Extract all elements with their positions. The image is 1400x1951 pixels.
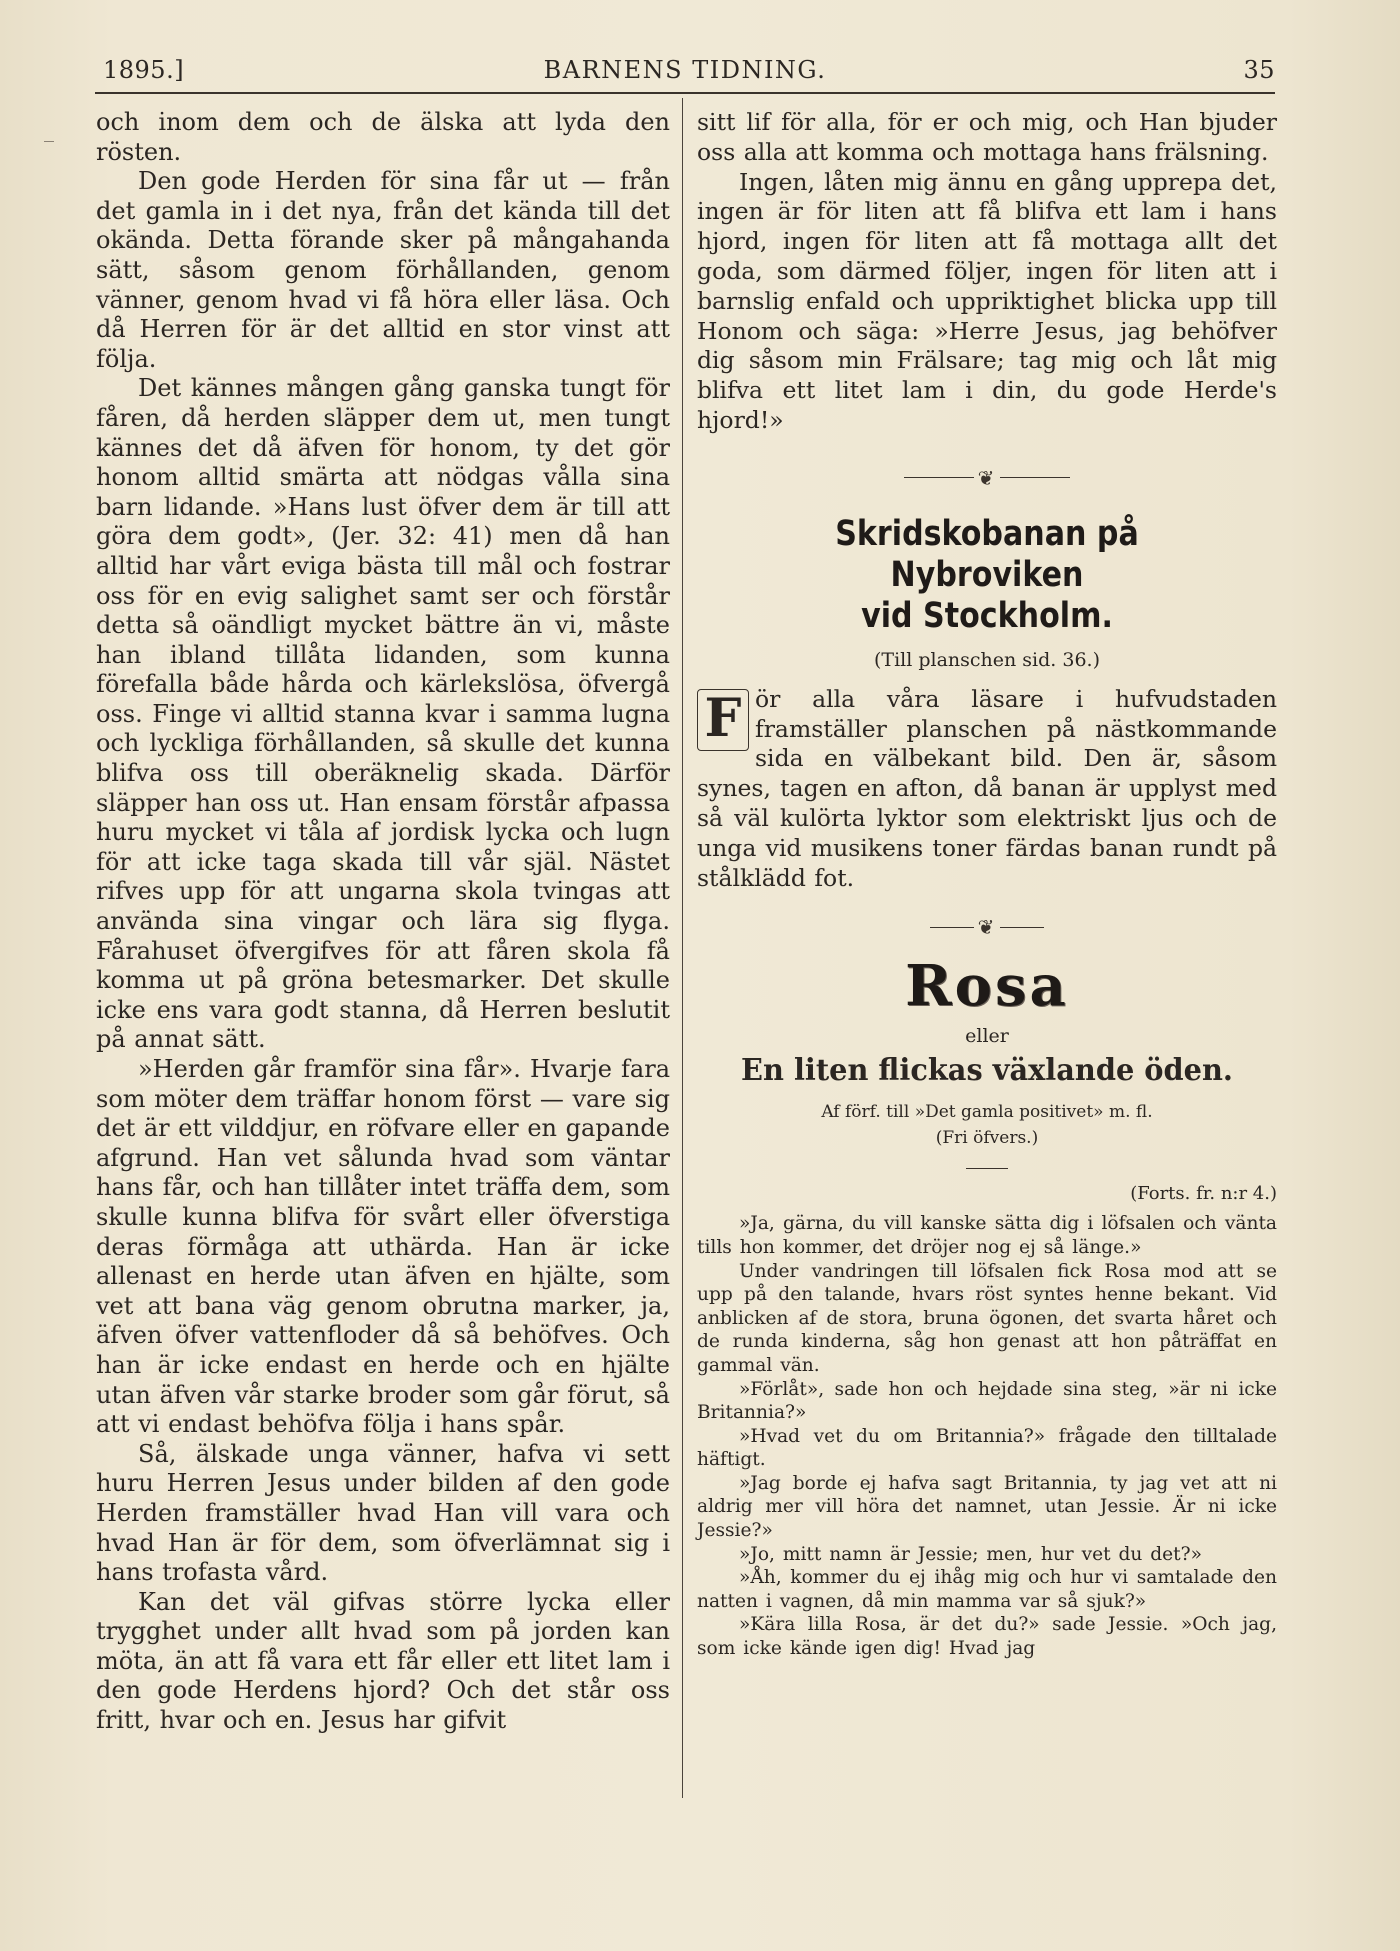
right-paragraph-1: sitt lif för alla, för er och mig, och Han bjuder oss alla att komma och mottaga hans frälsning. (697, 108, 1277, 166)
left-paragraph-3: Det kännes mången gång ganska tungt för fåren, då herden släpper dem ut, men tungt kännes det då äfven för honom, ty det gör honom alltid smärta att nödgas vålla sina barn lidande. »Hans lust öfver dem är till att göra dem godt», (Jer. 32: 41) men då han alltid har vårt eviga bästa till mål och fostrar oss för en evig salighet samt ser och förstår detta så oändligt mycket bättre än vi, måste han ibland tillåta lidanden, som kunna förefalla både hårda och kärlekslösa, öfvergå oss. Finge vi alltid stanna kvar i samma lugna och lyckliga förhållanden, så skulle det kunna blifva oss till oberäknelig skada. Därför släpper han oss ut. Han ensam förstår afpassa huru mycket vi tåla af jordisk lycka och lugn för att icke taga skada till vår själ. Nästet rifves upp för att ungarna skola tvingas att använda sina vingar och lära sig flyga. Fårahuset öfvergifves för att fåren skola få komma ut på gröna betesmarker. Det skulle icke ens vara godt stanna, då Herren beslutit på annat sätt. (96, 374, 670, 1054)
page-header (95, 56, 1275, 96)
section-ornament-2: ❦ (697, 915, 1277, 939)
story-rule (966, 1168, 1008, 1169)
header-title: BARNENS TIDNING. (543, 56, 827, 84)
article-body-block (697, 685, 1277, 894)
right-paragraph-2: Ingen, låten mig ännu en gång upprepa det, ingen är för liten att få blifva ett lam i hans hjord, ingen för liten att få mottaga allt det goda, som därmed följer, ingen för liten att i barnslig enfald och uppriktighet blicka upp till Honom och säga: »Herre Jesus, jag behöfver dig såsom min Frälsare; tag mig och låt mig blifva ett litet lam i din, du gode Herde's hjord!» (697, 167, 1277, 434)
left-paragraph-2: Den gode Herden för sina får ut — från det gamla in i det nya, från det kända till det okända. Detta förande sker på mångahanda sätt, såsom genom förhållanden, genom vänner, genom hvad vi få höra eller läsa. Och då Herren för är det alltid en stor vinst att följa. (96, 167, 670, 373)
article-body: ör alla våra läsare i hufvudstaden framställer planschen på nästkommande sida en välbekant bild. Den är, såsom synes, tagen en afton, då banan är upplyst med så väl kulörta lyktor som elektriskt ljus och de unga vid musikens toner färdas banan rundt på stålklädd fot. (697, 684, 1277, 892)
story-byline: Af förf. till »Det gamla positivet» m. fl. (821, 1102, 1153, 1123)
story-subtitle: En liten flickas växlande öden. (741, 1053, 1233, 1089)
right-column (697, 108, 1277, 1661)
story-paragraph-3: »Förlåt», sade hon och hejdade sina steg, »är ni icke Britannia?» (697, 1378, 1277, 1424)
article-subtitle: (Till planschen sid. 36.) (873, 648, 1100, 671)
story-continuation: (Forts. fr. n:r 4.) (1130, 1183, 1277, 1205)
column-divider (682, 98, 683, 1798)
story-paragraph-7: »Åh, kommer du ej ihåg mig och hur vi samtalade den natten i vagnen, då min mamma var så sjuk?» (697, 1567, 1277, 1612)
left-paragraph-1: och inom dem och de älska att lyda den rösten. (96, 108, 670, 166)
story-paragraph-2: Under vandringen till löfsalen fick Rosa mod att se upp på den talande, hvars röst syntes henne bekant. Vid anblicken af de stora, bruna ögonen, det svarta håret och de runda kinderna, såg hon genast att hon påträffat en gammal vän. (697, 1260, 1277, 1376)
story-paragraph-5: »Jag borde ej hafva sagt Britannia, ty jag vet att ni aldrig mer vill höra det namnet, utan Jessie. Är ni icke Jessie?» (697, 1472, 1277, 1542)
story-title: Rosa (905, 953, 1069, 1020)
left-paragraph-6: Kan det väl gifvas större lycka eller trygghet under allt hvad som på jorden kan möta, än att få vara ett får eller ett litet lam i den gode Herdens hjord? Och det står oss fritt, hvar och en. Jesus har gifvit (96, 1587, 670, 1735)
header-rule (95, 92, 1275, 94)
section-ornament: ❦ (697, 466, 1277, 490)
left-paragraph-4: »Herden går framför sina får». Hvarje fara som möter dem träffar honom först — vare sig det är ett vilddjur, en röfvare eller en gapande afgrund. Han vet sålunda hvad som väntar hans får, och han tillåter intet träffa dem, som skulle kunna blifva för svårt eller öfverstiga deras förmåga att uthärda. Han är icke allenast en herde utan äfven en hjälte, som vet att bana väg genom obrutna marker, ja, äfven öfver vattenfloder då så behöfves. Och han är icke endast en herde och en hjälte utan äfven vår starke broder som går förut, så att vi endast behöfva följa i hans spår. (96, 1055, 670, 1439)
left-paragraph-5: Så, älskade unga vänner, hafva vi sett huru Herren Jesus under bilden af den gode Herden framställer hvad Han vill vara och hvad Han är för dem, som öfverlämnat sig i hans trofasta vård. (96, 1439, 670, 1587)
margin-mark (44, 141, 54, 142)
story-note: (Fri öfvers.) (935, 1128, 1039, 1149)
dropcap-letter: F (697, 689, 749, 751)
story-paragraph-1: »Ja, gärna, du vill kanske sätta dig i löfsalen och vänta tills hon kommer, det dröjer nog ej så länge.» (697, 1213, 1277, 1258)
story-paragraph-6: »Jo, mitt namn är Jessie; men, hur vet du det?» (739, 1543, 1202, 1565)
header-page-number: 35 (1243, 56, 1275, 84)
story-paragraph-4: »Hvad vet du om Britannia?» frågade den tilltalade häftigt. (697, 1425, 1277, 1471)
header-year: 1895.] (103, 56, 185, 84)
story-eller: eller (965, 1025, 1009, 1048)
article-title-line2: vid Stockholm. (861, 595, 1113, 636)
article-title-line1: Skridskobanan på Nybroviken (835, 513, 1139, 595)
story-paragraph-8: »Kära lilla Rosa, är det du?» sade Jessie. »Och jag, som icke kände igen dig! Hvad jag (697, 1614, 1277, 1660)
left-column (96, 108, 670, 1736)
